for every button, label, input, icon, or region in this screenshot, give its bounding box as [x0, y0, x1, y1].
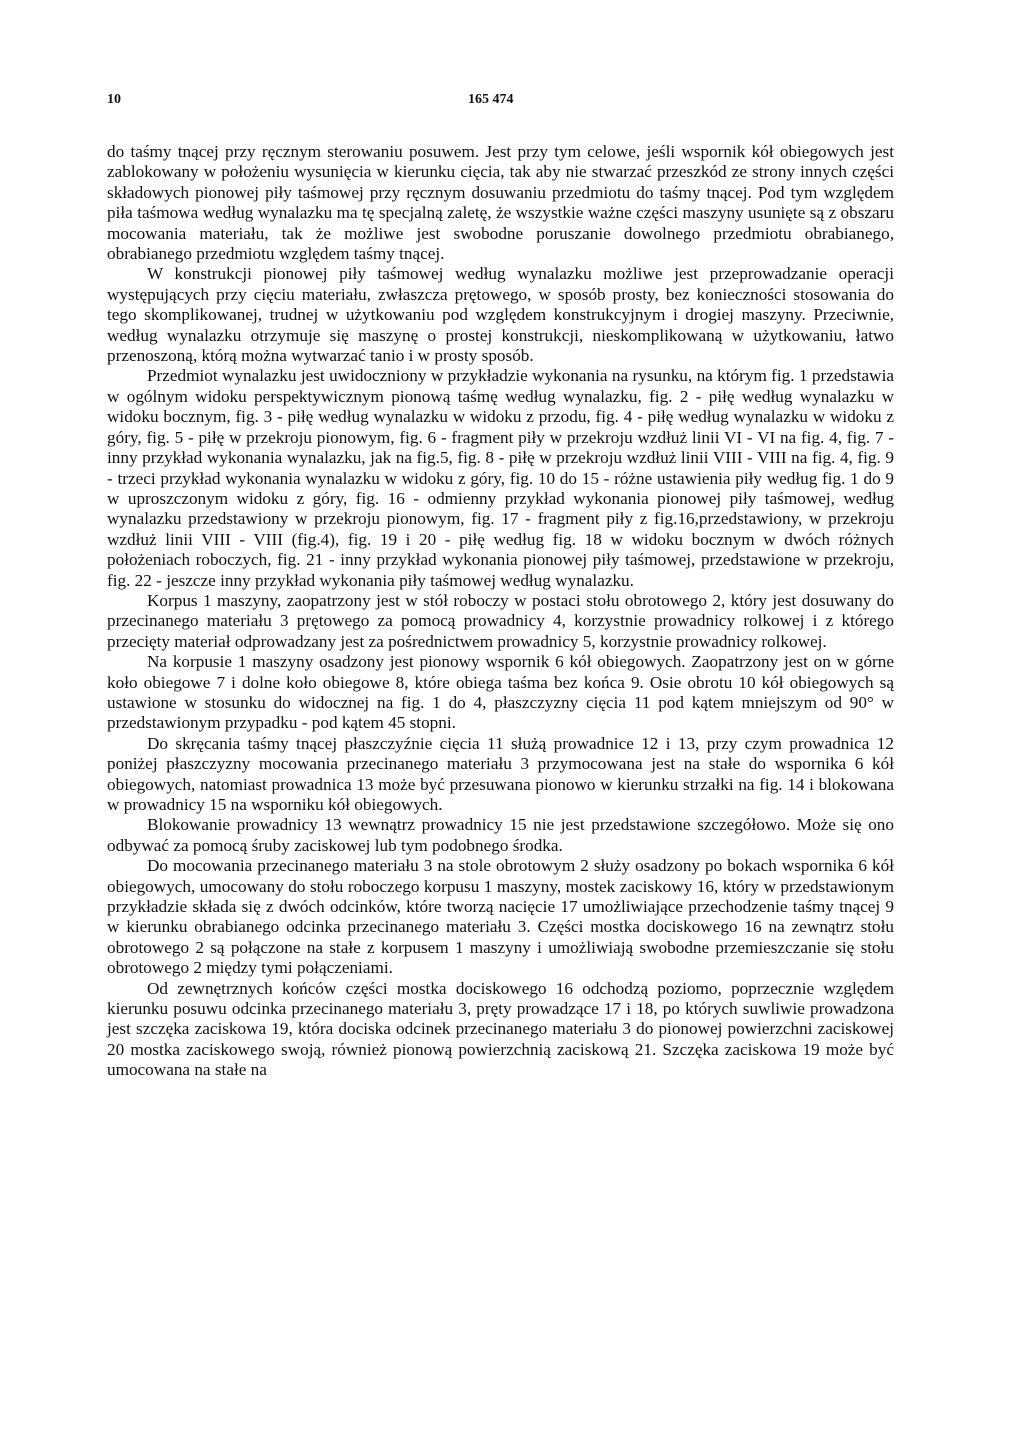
paragraph: Blokowanie prowadnicy 13 wewnątrz prowadnicy 15 nie jest przedstawione szczegółowo. Może się ono odbywać za pomocą śruby zaciskowej lub tym podobnego środka. — [107, 815, 894, 855]
paragraph: Od zewnętrznych końców części mostka dociskowego 16 odchodzą poziomo, poprzecznie względem kierunku posuwu odcinka przecinanego materiału 3, pręty prowadzące 17 i 18, po których suwliwie prowadzona jest szczęka zaciskowa 19, która dociska odcinek przecinanego materiału 3 do pionowej powierzchni zaciskowej 20 mostka zaciskowego swoją, również pionową powierzchnią zaciskową 21. Szczęka zaciskowa 19 może być umocowana na stałe na — [107, 978, 894, 1080]
paragraph: Na korpusie 1 maszyny osadzony jest pionowy wspornik 6 kół obiegowych. Zaopatrzony jest on w górne koło obiegowe 7 i dolne koło obiegowe 8, które obiega taśma bez końca 9. Osie obrotu 10 kół obiegowych są ustawione w stosunku do widocznej na fig. 1 do 4, płaszczyzny cięcia 11 pod kątem mniejszym od 90° w przedstawionym przypadku - pod kątem 45 stopni. — [107, 652, 894, 733]
page-header — [107, 92, 894, 114]
paragraph: Do mocowania przecinanego materiału 3 na stole obrotowym 2 służy osadzony po bokach wspornika 6 kół obiegowych, umocowany do stołu roboczego korpusu 1 maszyny, mostek zaciskowy 16, który w przedstawionym przykładzie składa się z dwóch odcinków, które tworzą nacięcie 17 umożliwiające przechodzenie taśmy tnącej 9 w kierunku obrabianego odcinka przecinanego materiału 3. Części mostka dociskowego 16 na zewnątrz stołu obrotowego 2 są połączone na stałe z korpusem 1 maszyny i umożliwiają swobodne przemieszczanie się stołu obrotowego 2 między tymi połączeniami. — [107, 856, 894, 978]
paragraph: do taśmy tnącej przy ręcznym sterowaniu posuwem. Jest przy tym celowe, jeśli wspornik kół obiegowych jest zablokowany w położeniu wysunięcia w kierunku cięcia, tak aby nie stwarzać przeszkód ze strony innych części składowych pionowej piły taśmowej przy ręcznym dosuwaniu przedmiotu do taśmy tnącej. Pod tym względem piła taśmowa według wynalazku ma tę specjalną zaletę, że wszystkie ważne części maszyny usunięte są z obszaru mocowania materiału, tak że możliwe jest swobodne poruszanie dowolnego przedmiotu obrabianego, obrabianego przedmiotu względem taśmy tnącej. — [107, 142, 894, 264]
page-number: 10 — [107, 92, 121, 107]
patent-number: 165 474 — [468, 92, 514, 107]
paragraph: Przedmiot wynalazku jest uwidoczniony w przykładzie wykonania na rysunku, na którym fig. 1 przedstawia w ogólnym widoku perspektywicznym pionową taśmę według wynalazku, fig. 2 - piłę według wynalazku w widoku bocznym, fig. 3 - piłę według wynalazku w widoku z przodu, fig. 4 - piłę według wynalazku w widoku z góry, fig. 5 - piłę w przekroju pionowym, fig. 6 - fragment piły w przekroju wzdłuż linii VI - VI na fig. 4, fig. 7 - inny przykład wykonania wynalazku, jak na fig.5, fig. 8 - piłę w przekroju wzdłuż linii VIII - VIII na fig. 4, fig. 9 - trzeci przykład wykonania wynalazku w widoku z góry, fig. 10 do 15 - różne ustawienia piły według fig. 1 do 9 w uproszczonym widoku z góry, fig. 16 - odmienny przykład wykonania pionowej piły taśmowej, według wynalazku przedstawiony w przekroju pionowym, fig. 17 - fragment piły z fig.16,przedstawiony, w przekroju wzdłuż linii VIII - VIII (fig.4), fig. 19 i 20 - piłę według fig. 18 w widoku bocznym w dwóch różnych położeniach roboczych, fig. 21 - inny przykład wykonania pionowej piły taśmowej, przedstawione w przekroju, fig. 22 - jeszcze inny przykład wykonania piły taśmowej według wynalazku. — [107, 366, 894, 590]
paragraph: W konstrukcji pionowej piły taśmowej według wynalazku możliwe jest przeprowadzanie operacji występujących przy cięciu materiału, zwłaszcza prętowego, w sposób prosty, bez konieczności stosowania do tego skomplikowanej, trudnej w użytkowaniu pod względem konstrukcyjnym i drogiej maszyny. Przeciwnie, według wynalazku otrzymuje się maszynę o prostej konstrukcji, nieskomplikowaną w użytkowaniu, łatwo przenoszoną, którą można wytwarzać tanio i w prosty sposób. — [107, 264, 894, 366]
paragraph: Do skręcania taśmy tnącej płaszczyźnie cięcia 11 służą prowadnice 12 i 13, przy czym prowadnica 12 poniżej płaszczyzny mocowania przecinanego materiału 3 przymocowana jest na stałe do wspornika 6 kół obiegowych, natomiast prowadnica 13 może być przesuwana pionowo w kierunku strzałki na fig. 14 i blokowana w prowadnicy 15 na wsporniku kół obiegowych. — [107, 733, 894, 814]
paragraph: Korpus 1 maszyny, zaopatrzony jest w stół roboczy w postaci stołu obrotowego 2, który jest dosuwany do przecinanego materiału 3 prętowego za pomocą prowadnicy 4, korzystnie prowadnicy rolkowej i z którego przecięty materiał odprowadzany jest za pośrednictwem prowadnicy 5, korzystnie prowadnicy rolkowej. — [107, 590, 894, 651]
body-text — [107, 142, 894, 1081]
document-page — [107, 92, 894, 1081]
